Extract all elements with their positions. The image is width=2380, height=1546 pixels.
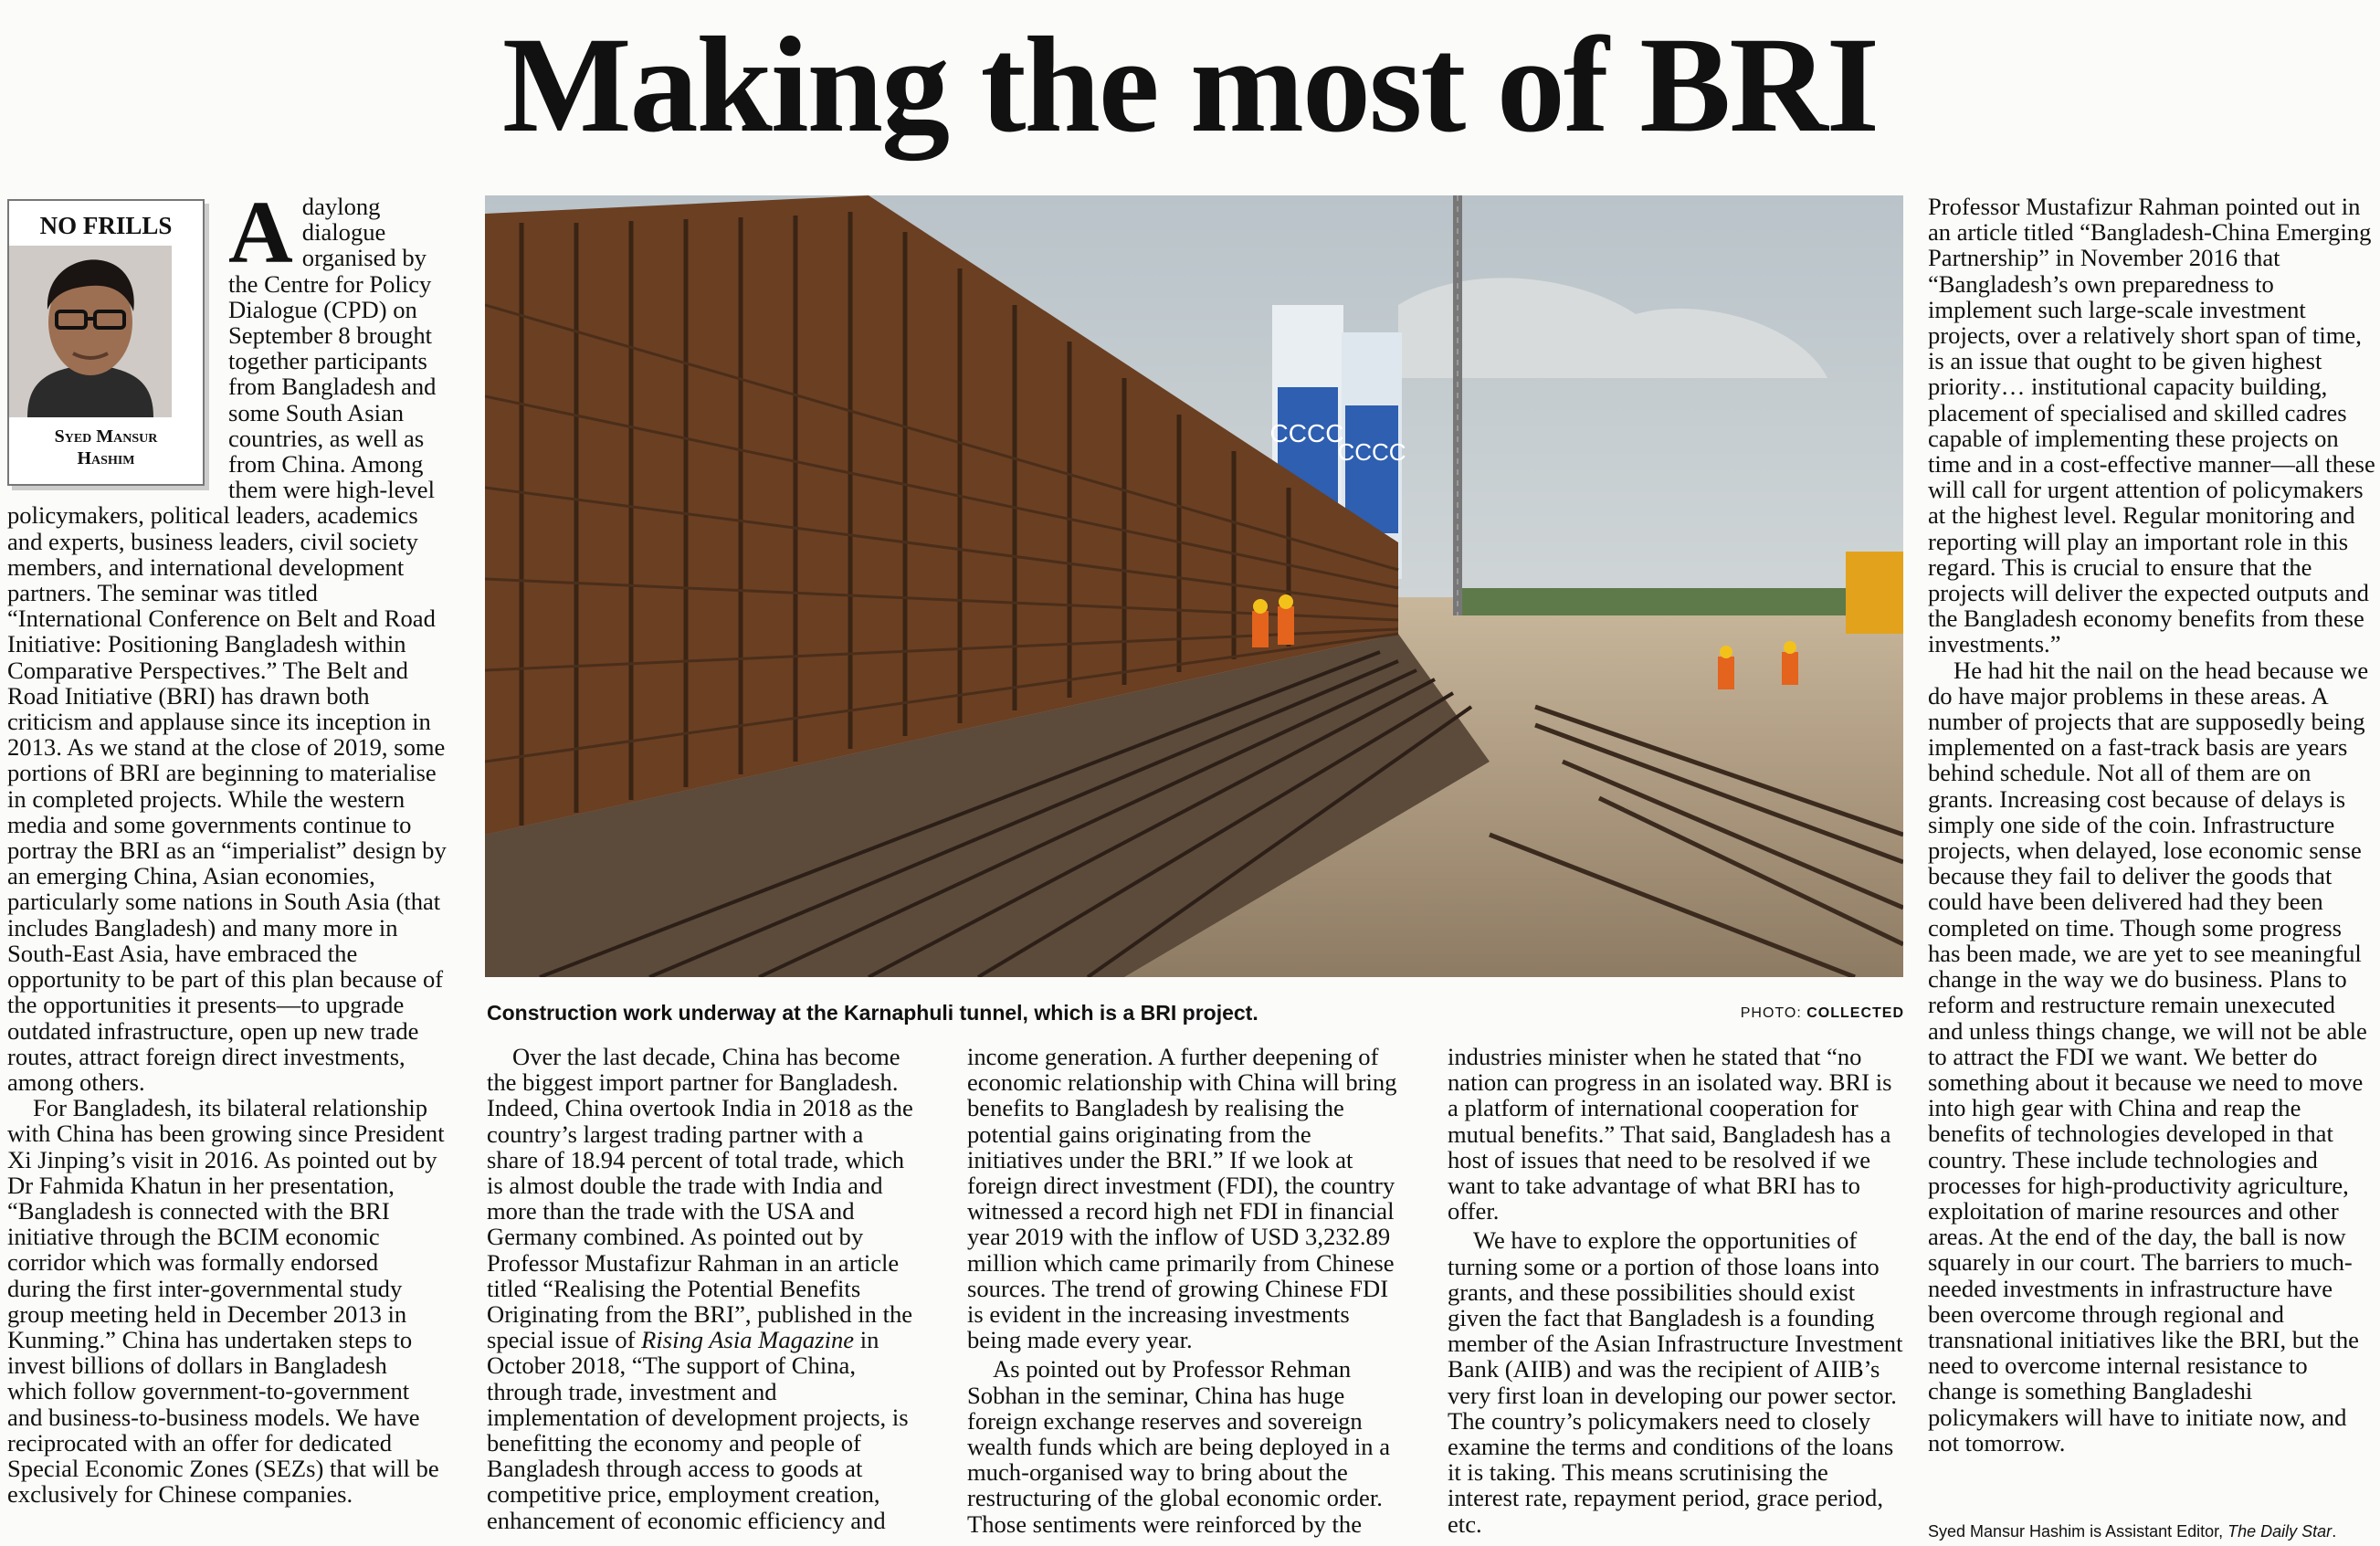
drop-cap: A	[228, 184, 293, 282]
col5-paragraph-1: Professor Mustafizur Rahman pointed out in an article titled “Bangladesh-China Emerging Partnership” in November 2016 that “Bangladesh’s own preparedness to implement such large-scale investment projects, over a relatively short span of time, is an issue that ought to be given highest priority… institutional capacity building, placement of specialised and skilled cadres capable of implementing these projects on time and in a cost-effective manner—all these will call for urgent attention of policymakers at the highest level. Regular monitoring and reporting will play an important role in this regard. This is crucial to ensure that the projects will deliver the expected outputs and the Bangladesh economy benefits from these investments.”	[1928, 193, 2375, 658]
article-photo	[485, 195, 1903, 977]
author-name-line2: Hashim	[77, 448, 135, 468]
article-column-2	[487, 1044, 920, 1533]
col1-paragraph-2: For Bangladesh, its bilateral relationship with China has been growing since President Xi Jinping’s visit in 2016. As pointed out by Dr Fahmida Khatun in her presentation, “Bangladesh is connected with the BRI initiative through the BCIM economic corridor which was formally endorsed during the first inter-governmental study group meeting held in December 2013 in Kunming.” China has undertaken steps to invest billions of dollars in Bangladesh which follow government-to-government and business-to-business models. We have reciprocated with an offer for dedicated Special Economic Zones (SEZs) that will be exclusively for Chinese companies.	[7, 1094, 445, 1509]
col2-paragraph-1	[487, 1044, 920, 1533]
col1-paragraph-1-text: daylong dialogue organised by the Centre for Policy Dialogue (CPD) on September 8 brought together participants from Bangladesh and some South Asian countries, as well as from China. Among them were high-level policymakers, political leaders, academics and experts, business leaders, civil society members, and international development partners. The seminar was titled “International Conference on Belt and Road Initiative: Positioning Bangladesh within Comparative Perspectives.” The Belt and Road Initiative (BRI) has drawn both criticism and applause since its inception in 2013. As we stand at the close of 2019, some portions of BRI are beginning to materialise in completed projects. While the western media and some governments continue to portray the BRI as an “imperialist” design by an emerging China, Asian economies, particularly some nations in South Asia (that includes Bangladesh) and many more in South-East Asia, have embraced the opportunity to be part of this plan because of the opportunities it presents—to upgrade outdated infrastructure, open up new trade routes, attract foreign direct investments, among others.	[7, 193, 447, 1096]
publication-name: The Daily Star	[2227, 1522, 2333, 1541]
col4-paragraph-1: industries minister when he stated that “no nation can progress in an isolated way. BRI is a platform of international cooperation for mutual benefits.” That said, Bangladesh has a host of issues that need to be resolved if we want to take advantage of what BRI has to offer.	[1448, 1043, 1892, 1225]
photo-credit	[1543, 1005, 1904, 1022]
headline: Making the most of BRI	[501, 9, 1879, 161]
author-name-line1: Syed Mansur	[54, 426, 158, 447]
col3-paragraph-2: As pointed out by Professor Rehman Sobhan in the seminar, China has huge foreign exchange reserves and sovereign wealth funds which are being deployed in a much-organised way to bring about the restructuring of the global economic order. Those sentiments were reinforced by the	[967, 1355, 1391, 1538]
article-column-4	[1448, 1044, 1904, 1537]
magazine-title: Rising Asia Magazine	[641, 1326, 855, 1354]
col4-paragraph-2: We have to explore the opportunities of turning some or a portion of those loans into grants, and these possibilities should exist given the fact that Bangladesh is a founding member of the Asian Infrastructure Investment Bank (AIIB) and was the recipient of AIIB’s very first loan in developing our power sector. The country’s policymakers need to closely examine the terms and conditions of the loans it is taking. This means scrutinising the interest rate, repayment period, grace period, etc.	[1448, 1226, 1903, 1538]
column-label: NO FRILLS	[39, 212, 173, 239]
article-column-3	[967, 1044, 1400, 1537]
col2-text-a: Over the last decade, China has become the biggest import partner for Bangladesh. Indeed, China overtook India in 2018 as the country’s largest trading partner with a share of 18.94 percent of total trade, which is almost double the trade with India and more than the trade with the USA and Germany combined. As pointed out by Professor Mustafizur Rahman in an article titled “Realising the Potential Benefits Originating from the BRI”, published in the special issue of	[487, 1043, 913, 1354]
col3-paragraph-1: income generation. A further deepening of economic relationship with China will bring benefits to Bangladesh by realising the potential gains originating from the initiatives under the BRI.” If we look at foreign direct investment (FDI), the country witnessed a record high net FDI in financial year 2019 with the inflow of USD 3,232.89 million which came primarily from Chinese sources. The trend of growing Chinese FDI is evident in the increasing investments being made every year.	[967, 1043, 1397, 1354]
photo-credit-value: COLLECTED	[1806, 1005, 1904, 1021]
article-column-1	[7, 184, 448, 1509]
author-bio-end: .	[2332, 1522, 2337, 1541]
col2-text-b: in October 2018, “The support of China, through trade, investment and implementation of development projects, is benefitting the economy and people of Bangladesh through access to goods at competitive price, employment creation, enhancement of economic efficiency and	[487, 1326, 909, 1534]
article-column-5	[1928, 194, 2375, 1456]
author-bio-text: Syed Mansur Hashim is Assistant Editor,	[1928, 1522, 2228, 1541]
col5-paragraph-2: He had hit the nail on the head because we do have major problems in these areas. A number of projects that are supposedly being implemented on a fast-track basis are years behind schedule. Not all of them are on grants. Increasing cost because of delays is simply one side of the coin. Infrastructure projects, when delayed, lose economic sense because they fail to deliver the goods that could have been delivered had they been completed on time. Though some progress has been made, we are yet to see meaningful change in the way we do business. Plans to reform and restructure remain unexecuted and unless things change, we will not be able to attract the FDI we want. We better do something about it because we need to move into high gear with China and reap the benefits of technologies developed in that country. These include technologies and processes for high-productivity agriculture, exploitation of marine resources and other areas. At the end of the day, the ball is now squarely in our court. The barriers to much-needed investments in infrastructure have been overcome through regional and transnational initiatives like the BRI, but the need to overcome internal resistance to change is something Bangladeshi policymakers will have to initiate now, and not tomorrow.	[1928, 656, 2369, 1457]
box-float-spacer	[7, 194, 228, 490]
photo-credit-label: PHOTO:	[1740, 1005, 1807, 1021]
author-bio	[1928, 1522, 2336, 1541]
photo-caption: Construction work underway at the Karnaphuli tunnel, which is a BRI project.	[487, 1001, 1258, 1025]
silo-text-1: CCCC	[1269, 419, 1344, 447]
silo-text-2: CCCC	[1337, 438, 1406, 466]
